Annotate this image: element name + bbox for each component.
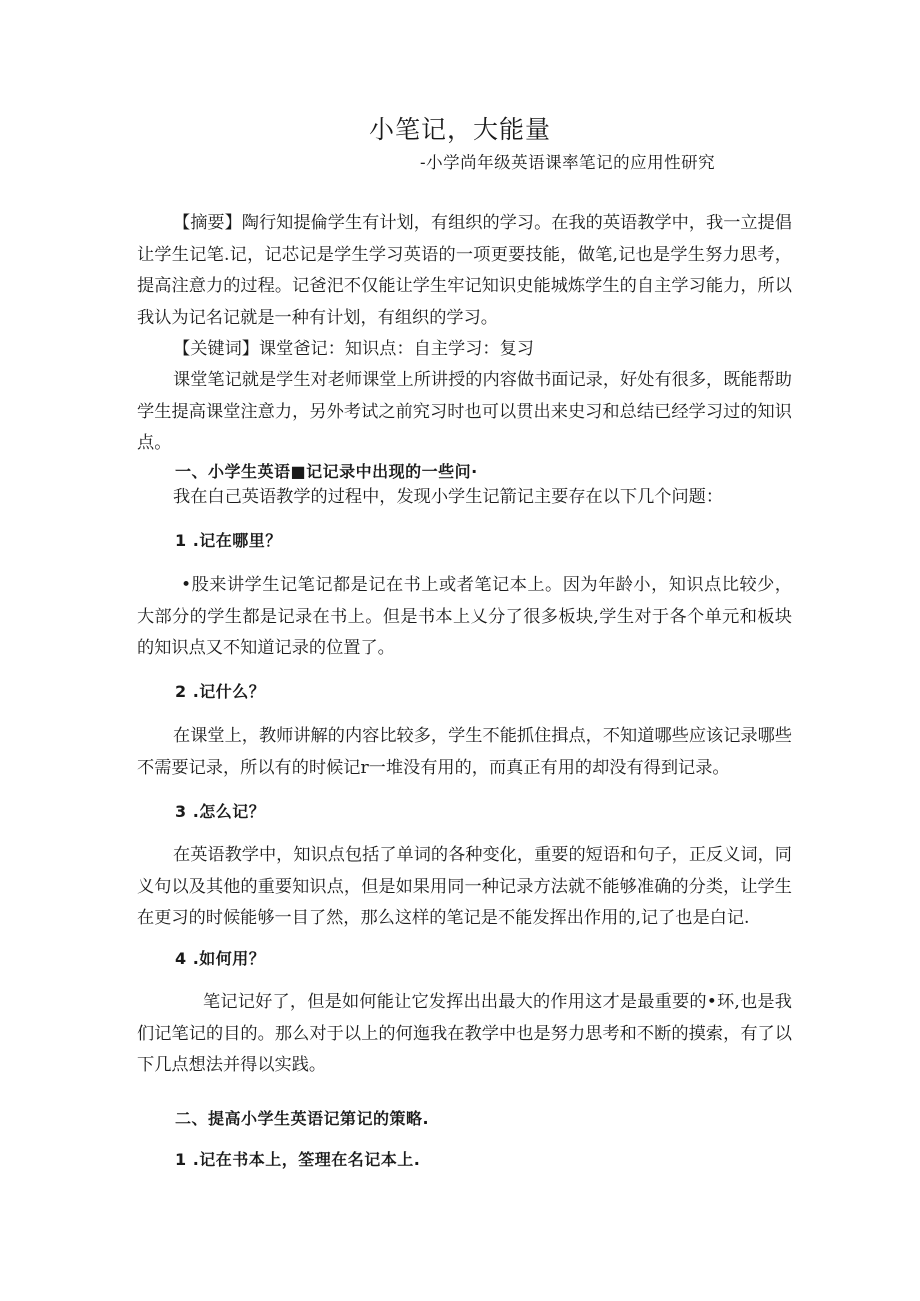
question1-heading: 1 .记在哪里？ [175, 531, 282, 550]
question3-heading: 3 .怎么记？ [175, 802, 266, 821]
document-subtitle: -小学尚年级英语课率笔记的应用性研究 [420, 153, 716, 172]
section2-heading: 二、提高小学生英语记第记的策略. [175, 1109, 430, 1128]
question4-heading: 4 .如何用？ [175, 949, 266, 968]
document-title: 小笔记，大能量 [368, 115, 551, 144]
section2-item1-heading: 1 .记在书本上，筌理在名记本上. [175, 1150, 421, 1169]
keywords-paragraph: 【关键词】课堂爸记：知识点：自主学习：复习 [173, 339, 534, 359]
intro-paragraph: 课堂笔记就是学生对老师课堂上所讲授的内容做书面记录，好处有很多，既能帮助学生提高课堂注意力，另外考试之前究习时也可以贯出来史习和总结已经学习过的知识点。 [137, 370, 792, 453]
section1-intro-paragraph: 我在白己英语教学的过程中，发现小学生记箭记主要存在以下几个问题： [173, 487, 724, 507]
question3-paragraph: 在英语教学中，知识点包括了单词的各种变化，重要的短语和句子，正反义词，同义句以及其他的重要知识点，但是如果用同一种记录方法就不能够准确的分类，让学生在更习的时候能够一目了然，那么这样的笔记是不能发挥出作用的,记了也是白记. [137, 845, 792, 928]
question1-paragraph: •股来讲学生记笔记都是记在书上或者笔记本上。因为年龄小，知识点比较少，大部分的学生都是记录在书上。但是书本上乂分了很多板块,学生对于各个单元和板块的知识点又不知道记录的位置了。 [137, 575, 792, 658]
question2-heading: 2 .记什么？ [175, 682, 266, 701]
question2-paragraph: 在课堂上，教师讲解的内容比较多，学生不能抓住揖点，不知道哪些应该记录哪些不需要记录，所以有的时候记r一堆没有用的，而真正有用的却没有得到记录。 [137, 726, 792, 778]
question4-paragraph: 笔记记好了，但是如何能让它发挥出出最大的作用这才是最重要的•环,也是我们记笔记的目的。那么对于以上的何迤我在教学中也是努力思考和不断的摸索，有了以下几点想法并得以实践。 [137, 992, 792, 1075]
abstract-paragraph: 【摘要】陶行知提倫学生有计划，有组织的学习。在我的英语教学中，我一立提倡让学生记笔.记，记芯记是学生学习英语的一项更要技能，做笔,记也是学生努力思考，提高注意力的过程。记爸汜不仅能让学生牢记知识史能城炼学生的自主学习能力，所以我认为记名记就是一种有计划，有组织的学习。 [137, 213, 792, 328]
section1-heading: 一、小学生英语■记记录中出现的一些问· [175, 462, 478, 481]
